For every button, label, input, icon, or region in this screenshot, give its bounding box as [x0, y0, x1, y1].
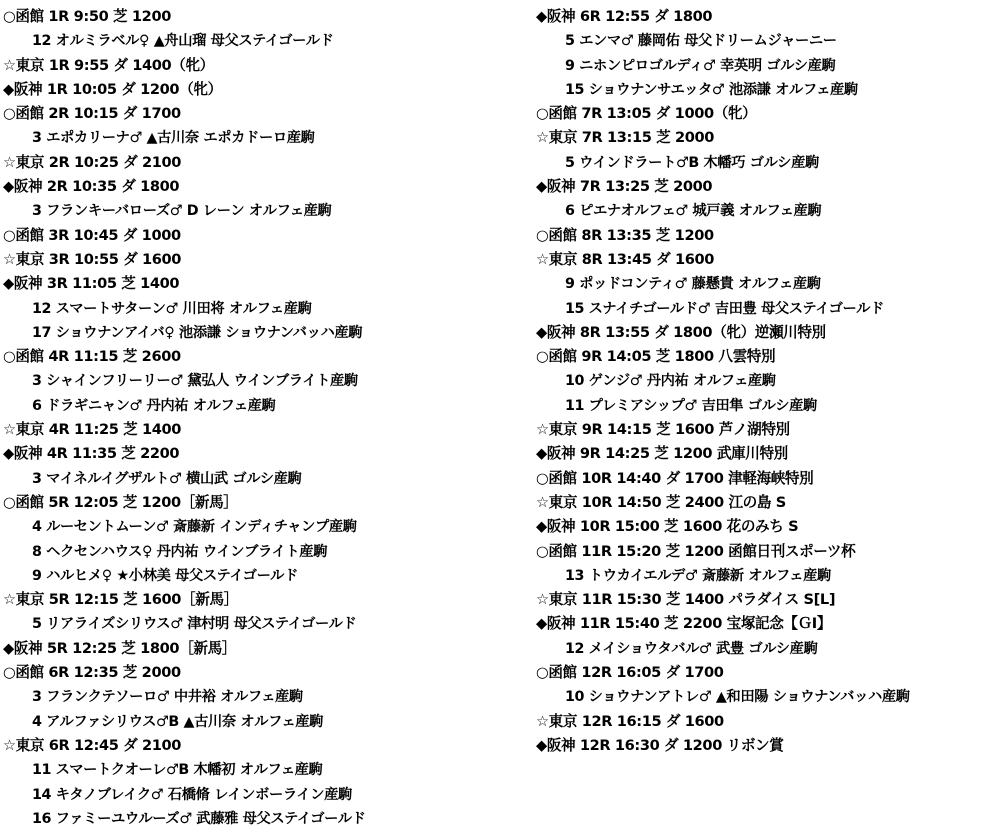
race-info-text: ☆東京 9R 14:15 芝 1600 芦ノ湖特別 — [536, 421, 790, 439]
race-line — [536, 734, 998, 758]
race-line — [536, 224, 998, 248]
race-info-text: ◆阪神 2R 10:35 ダ 1800 — [3, 178, 180, 196]
horse-entry-line — [3, 612, 508, 636]
race-line — [536, 491, 998, 515]
race-line — [3, 248, 508, 272]
race-info-text: ◆阪神 8R 13:55 ダ 1800（牝）逆瀬川特別 — [536, 323, 826, 341]
horse-info-text: 5 リアライズシリウス♂ 津村明 母父ステイゴールド — [32, 616, 357, 633]
race-line — [536, 418, 998, 442]
horse-entry-line — [3, 467, 508, 491]
horse-info-text: 6 ピエナオルフェ♂ 城戸義 オルフェ産駒 — [565, 203, 822, 220]
race-line — [3, 102, 508, 126]
horse-info-text: 16 ファミーユウルーズ♂ 武藤雅 母父ステイゴールド — [32, 810, 366, 827]
horse-info-text: 11 スマートクオーレ♂B 木幡初 オルフェ産駒 — [32, 762, 323, 779]
horse-entry-line — [536, 199, 998, 223]
race-line — [3, 151, 508, 175]
race-info-text: ◆阪神 1R 10:05 ダ 1200（牝） — [3, 80, 222, 98]
race-line — [536, 588, 998, 612]
race-line — [536, 5, 998, 29]
horse-entry-line — [3, 807, 508, 831]
horse-info-text: 12 メイショウタバル♂ 武豊 ゴルシ産駒 — [565, 640, 818, 657]
horse-info-text: 13 トウカイエルデ♂ 斎藤新 オルフェ産駒 — [565, 567, 831, 584]
horse-info-text: 9 ハルヒメ♀ ★小林美 母父ステイゴールド — [32, 567, 298, 584]
horse-entry-line — [536, 564, 998, 588]
horse-entry-line — [3, 394, 508, 418]
horse-info-text: 17 ショウナンアイバ♀ 池添謙 ショウナンバッハ産駒 — [32, 324, 363, 341]
race-info-text: ◆阪神 6R 12:55 ダ 1800 — [536, 8, 713, 25]
horse-info-text: 15 スナイチゴールド♂ 吉田豊 母父ステイゴールド — [565, 300, 884, 317]
race-info-text: ○函館 4R 11:15 芝 2600 — [3, 348, 181, 366]
horse-info-text: 4 ルーセントムーン♂ 斎藤新 インディチャンプ産駒 — [32, 519, 357, 536]
horse-entry-line — [3, 783, 508, 807]
schedule-column-right — [536, 5, 998, 758]
horse-info-text: 12 オルミラベル♀ ▲舟山瑠 母父ステイゴールド — [32, 33, 334, 50]
race-info-text: ☆東京 7R 13:15 芝 2000 — [536, 129, 715, 147]
race-line — [536, 467, 998, 491]
horse-entry-line — [3, 297, 508, 321]
horse-entry-line — [3, 126, 508, 150]
race-line — [536, 248, 998, 272]
horse-info-text: 10 ゲンジ♂ 丹内祐 オルフェ産駒 — [565, 373, 776, 390]
race-line — [3, 345, 508, 369]
horse-entry-line — [536, 78, 998, 102]
race-line — [3, 661, 508, 685]
horse-info-text: 6 ドラギニャン♂ 丹内祐 オルフェ産駒 — [32, 397, 276, 414]
horse-entry-line — [536, 394, 998, 418]
race-info-text: ○函館 2R 10:15 ダ 1700 — [3, 105, 181, 123]
race-info-text: ○函館 1R 9:50 芝 1200 — [3, 8, 171, 25]
race-line — [3, 78, 508, 102]
race-line — [536, 126, 998, 150]
horse-info-text: 3 シャインフリーリー♂ 黛弘人 ウインブライト産駒 — [32, 373, 358, 390]
horse-info-text: 5 ウインドラート♂B 木幡巧 ゴルシ産駒 — [565, 154, 819, 171]
race-line — [3, 637, 508, 661]
race-info-text: ○函館 11R 15:20 芝 1200 函館日刊スポーツ杯 — [536, 542, 856, 560]
horse-info-text: 3 フランキーバローズ♂ D レーン オルフェ産駒 — [32, 203, 332, 220]
race-info-text: ☆東京 5R 12:15 芝 1600［新馬］ — [3, 591, 238, 609]
horse-info-text: 14 キタノブレイク♂ 石橋脩 レインボーライン産駒 — [32, 786, 352, 803]
horse-info-text: 5 エンマ♂ 藤岡佑 母父ドリームジャーニー — [565, 33, 837, 50]
race-info-text: ○函館 9R 14:05 芝 1800 八雲特別 — [536, 348, 776, 366]
race-line — [536, 345, 998, 369]
horse-entry-line — [3, 540, 508, 564]
horse-entry-line — [3, 685, 508, 709]
horse-info-text: 9 ポッドコンティ♂ 藤懸貴 オルフェ産駒 — [565, 276, 821, 293]
horse-info-text: 3 フランクテソーロ♂ 中井裕 オルフェ産駒 — [32, 689, 303, 706]
race-info-text: ☆東京 3R 10:55 ダ 1600 — [3, 250, 182, 268]
horse-entry-line — [536, 637, 998, 661]
horse-info-text: 9 ニホンピロゴルディ♂ 幸英明 ゴルシ産駒 — [565, 57, 836, 74]
race-info-text: ◆阪神 4R 11:35 芝 2200 — [3, 445, 180, 463]
horse-info-text: 12 スマートサターン♂ 川田将 オルフェ産駒 — [32, 300, 312, 317]
race-info-text: ○函館 3R 10:45 ダ 1000 — [3, 226, 181, 244]
race-line — [3, 418, 508, 442]
schedule-column-left — [3, 5, 508, 831]
horse-entry-line — [536, 54, 998, 78]
race-info-text: ☆東京 11R 15:30 芝 1400 パラダイス S[L] — [536, 591, 836, 609]
race-line — [3, 734, 508, 758]
race-info-text: ○函館 12R 16:05 ダ 1700 — [536, 664, 724, 682]
horse-info-text: 15 ショウナンサエッタ♂ 池添謙 オルフェ産駒 — [565, 81, 858, 98]
horse-entry-line — [3, 515, 508, 539]
horse-entry-line — [3, 758, 508, 782]
race-line — [536, 661, 998, 685]
race-info-text: ◆阪神 5R 12:25 芝 1800［新馬］ — [3, 639, 236, 657]
race-line — [536, 515, 998, 539]
horse-entry-line — [536, 151, 998, 175]
horse-entry-line — [3, 369, 508, 393]
race-line — [3, 5, 508, 29]
race-info-text: ○函館 10R 14:40 ダ 1700 津軽海峡特別 — [536, 469, 814, 487]
race-info-text: ☆東京 10R 14:50 芝 2400 江の島 S — [536, 493, 786, 511]
race-line — [3, 588, 508, 612]
race-info-text: ◆阪神 3R 11:05 芝 1400 — [3, 275, 180, 293]
race-info-text: ◆阪神 9R 14:25 芝 1200 武庫川特別 — [536, 445, 788, 463]
race-info-text: ☆東京 4R 11:25 芝 1400 — [3, 421, 182, 439]
race-info-text: ☆東京 8R 13:45 ダ 1600 — [536, 250, 715, 268]
horse-info-text: 11 プレミアシップ♂ 吉田隼 ゴルシ産駒 — [565, 397, 817, 414]
race-line — [3, 175, 508, 199]
horse-entry-line — [536, 29, 998, 53]
race-line — [536, 102, 998, 126]
race-info-text: ○函館 7R 13:05 ダ 1000（牝） — [536, 105, 757, 123]
race-line — [536, 710, 998, 734]
horse-entry-line — [3, 321, 508, 345]
race-info-text: ◆阪神 12R 16:30 ダ 1200 リボン賞 — [536, 736, 784, 754]
race-line — [3, 491, 508, 515]
race-info-text: ☆東京 6R 12:45 ダ 2100 — [3, 736, 182, 754]
horse-entry-line — [3, 564, 508, 588]
horse-info-text: 3 エポカリーナ♂ ▲古川奈 エポカドーロ産駒 — [32, 130, 315, 147]
race-info-text: ○函館 5R 12:05 芝 1200［新馬］ — [3, 493, 238, 511]
horse-info-text: 3 マイネルイグザルト♂ 横山武 ゴルシ産駒 — [32, 470, 302, 487]
race-info-text: ◆阪神 7R 13:25 芝 2000 — [536, 178, 713, 196]
race-info-text: ◆阪神 10R 15:00 芝 1600 花のみち S — [536, 518, 799, 536]
race-info-text: ◆阪神 11R 15:40 芝 2200 — [536, 615, 722, 633]
horse-info-text: 8 ヘクセンハウス♀ 丹内祐 ウインブライト産駒 — [32, 543, 328, 560]
race-info-text: ☆東京 12R 16:15 ダ 1600 — [536, 712, 724, 730]
horse-info-text: 4 アルファシリウス♂B ▲古川奈 オルフェ産駒 — [32, 713, 324, 730]
horse-entry-line — [3, 29, 508, 53]
race-line — [3, 54, 508, 78]
horse-entry-line — [536, 685, 998, 709]
horse-entry-line — [3, 199, 508, 223]
horse-entry-line — [536, 297, 998, 321]
race-info-text: ☆東京 2R 10:25 ダ 2100 — [3, 153, 182, 171]
race-info-text: ○函館 6R 12:35 芝 2000 — [3, 664, 181, 682]
horse-info-text: 10 ショウナンアトレ♂ ▲和田陽 ショウナンバッハ産駒 — [565, 689, 910, 706]
race-line — [3, 442, 508, 466]
race-line — [3, 224, 508, 248]
race-name-highlight: 宝塚記念【ＧⅠ】 — [726, 615, 832, 633]
race-line — [536, 540, 998, 564]
horse-entry-line — [3, 710, 508, 734]
race-line — [536, 175, 998, 199]
race-line — [536, 321, 998, 345]
race-line — [536, 442, 998, 466]
horse-entry-line — [536, 272, 998, 296]
race-info-text: ○函館 8R 13:35 芝 1200 — [536, 226, 714, 244]
race-info-text: ☆東京 1R 9:55 ダ 1400（牝） — [3, 56, 214, 74]
race-line — [536, 612, 998, 636]
race-line — [3, 272, 508, 296]
horse-entry-line — [536, 369, 998, 393]
